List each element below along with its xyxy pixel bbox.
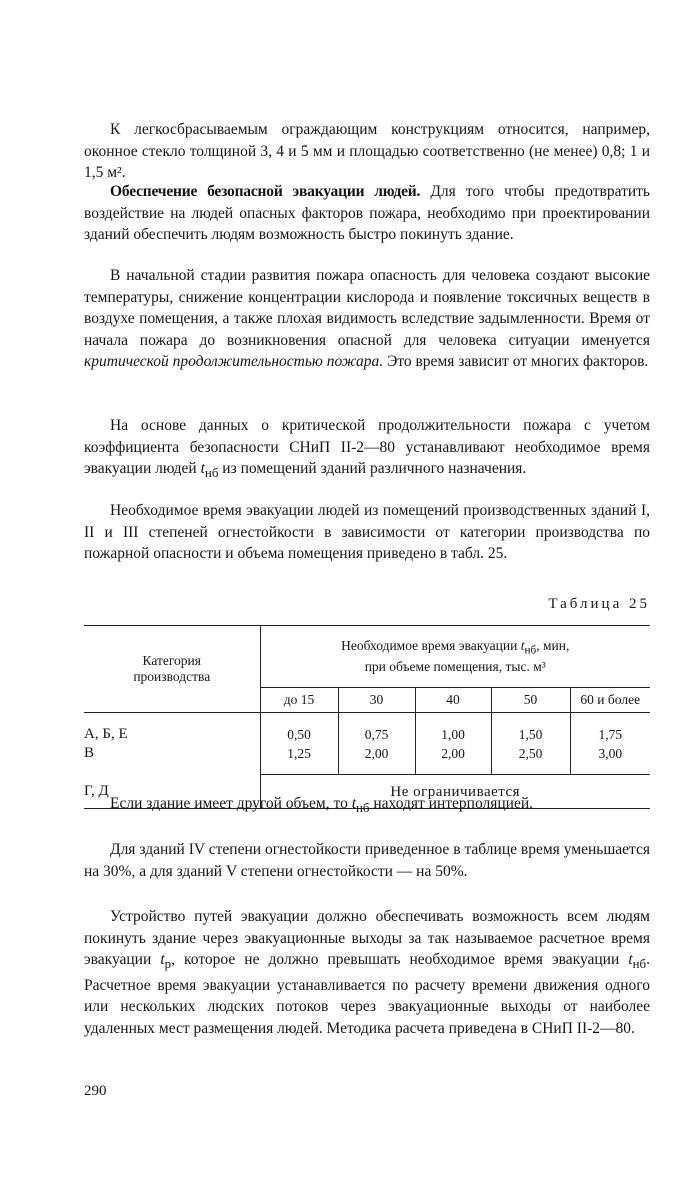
variable-t: t [628,951,633,969]
value-v: 2,00 [441,745,465,761]
paragraph-text: из помещений зданий различного назначения. [218,460,527,478]
paragraph-reduction: Для зданий IV степени огнестойкости приведенное в таблице время уменьшается на 30%, а для зданий V степени огнестойкости — на 50%. [84,841,650,880]
category-gd: Г, Д [84,775,260,809]
variable-subscript: нб [356,800,370,816]
paragraph-text: , которое не должно превышать необходимое время эвакуации [171,951,629,969]
header-volume-50: 50 [491,688,570,713]
header-category [84,626,260,713]
paragraph-glass: К легкосбрасываемым ограждающим конструкциям относится, например, оконное стекло толщиной 3, 4 и 5 мм и площадью соответственно (не менее) 0,8; 1 и 1,5 м². [84,121,650,182]
variable-t: t [520,638,525,654]
value-abe: 1,75 [598,726,623,742]
header-time-label: Необходимое время эвакуации [341,638,521,654]
header-time-unit: , мин, [536,638,570,654]
section-heading: Обеспечение безопасной эвакуации людей. [110,183,421,200]
variable-t: t [200,460,205,478]
variable-subscript: нб [632,956,647,972]
paragraph-text: В начальной стадии развития пожара опасность для человека создают высокие температуры, снижение концентрации кислорода и появление токсичных веществ в воздухе помещения, а также плохая видимость вследствие задымленности. Время от начала пожара до возникновения опасной для человека ситуации именуется [84,267,650,349]
value-v: 2,50 [518,745,543,761]
paragraph-text: Для того чтобы предотвратить воздействие на людей опасных факторов пожара, необходимо при проектировании зданий обеспечить людям возможность быстро покинуть здание. [84,183,650,244]
value-abe: 0,50 [287,726,311,742]
variable-t: t [160,951,165,969]
value-v: 2,00 [364,745,389,761]
header-volume-60: 60 и более [570,688,650,713]
header-category-label: Категория производства [133,653,211,684]
header-time [260,626,650,688]
paragraph-text: Если здание имеет другой объем, то [110,795,352,812]
evacuation-time-table [84,625,650,809]
variable-subscript: нб [524,644,537,657]
paragraph-interpolation [84,793,650,819]
category-v: В [84,744,95,761]
paragraph-evacuation-routes [84,906,650,1040]
table-caption: Таблица 25 [548,596,650,612]
paragraph-text: находят интерполяцией. [369,795,534,812]
header-volume-30: 30 [338,688,415,713]
category-abe: А, Б, Е [84,725,128,742]
paragraph-table-intro: Необходимое время эвакуации людей из помещений производственных зданий I, II и III степеней огнестойкости в зависимости от категории производства по пожарной опасности и объема помещения приведено в табл. 25. [84,502,650,563]
paragraph-text: . Расчетное время эвакуации устанавливается по расчету времени движения одного или нескольких людских потоков через эвакуационные выходы от наиболее удаленных мест размещения людей. Методика расчета приведена в СНиП II-2—80. [84,951,650,1038]
page-number: 290 [84,1083,107,1099]
variable-subscript: р [164,956,172,972]
header-volume-40: 40 [415,688,491,713]
value-v: 1,25 [287,745,311,761]
paragraph-snip [84,415,650,484]
value-abe: 0,75 [364,726,389,742]
header-volume-15: до 15 [260,688,338,713]
value-abe: 1,50 [518,726,543,742]
table-cell [260,713,338,775]
table-cell [570,713,650,775]
paragraph-critical-duration [84,265,650,373]
table-cell [415,713,491,775]
variable-t: t [351,795,357,812]
value-v: 3,00 [598,745,623,761]
paragraph-text: На основе данных о критической продолжительности пожара с учетом коэффициента безопасности СНиП II-2—80 устанавливают необходимое время эвакуации людей [84,417,650,478]
value-abe: 1,00 [441,726,465,742]
table-cell [338,713,415,775]
term-critical-duration: критической продолжительностью пожара. [84,353,384,371]
table-cell [491,713,570,775]
paragraph-text: Это время зависит от многих факторов. [383,353,649,371]
header-time-line2: при объеме помещения, тыс. м³ [364,658,546,674]
variable-subscript: нб [204,465,219,481]
table-cell-category [84,713,260,775]
paragraph-evacuation-safety [84,181,650,246]
paragraph-text: Устройство путей эвакуации должно обеспечивать возможность всем людям покинуть здание через эвакуационные выходы за так называемое расчетное время эвакуации [84,908,650,969]
value-unlimited: Не ограничивается [260,775,650,809]
